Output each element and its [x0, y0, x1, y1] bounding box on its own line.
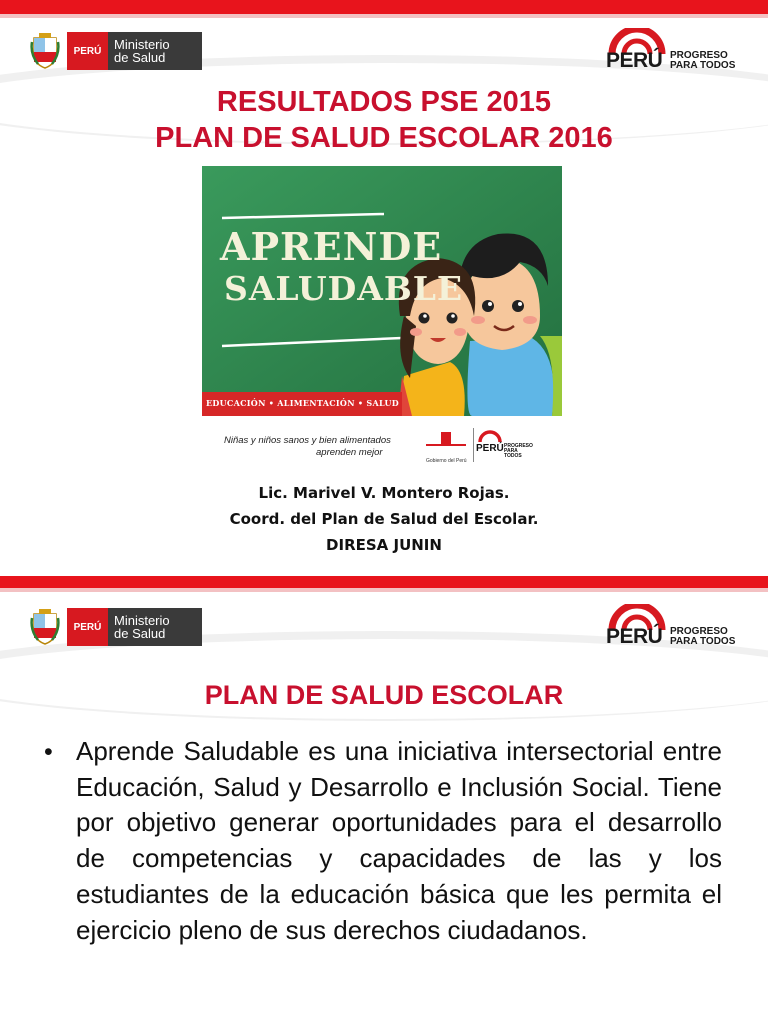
peru-progreso-logo [606, 28, 746, 76]
credit-org: DIRESA JUNIN [326, 536, 442, 554]
slide2-peru-brand-tagline [670, 627, 735, 647]
banner-headline-2: SALUDABLE [224, 269, 464, 308]
title-line-1: RESULTADOS PSE 2015 [216, 86, 552, 118]
author-credits [0, 480, 768, 558]
banner-ribbon-text: EDUCACIÓN • ALIMENTACIÓN • SALUD [206, 398, 399, 408]
gobierno-logo [426, 430, 474, 464]
slide2-minsa-peru-label: PERÚ [67, 608, 108, 646]
banner-headline [220, 226, 463, 310]
minsa-peru-label: PERÚ [67, 32, 108, 70]
title-line-2: PLAN DE SALUD ESCOLAR 2016 [155, 122, 613, 154]
slide2-minsa-line1: Ministerio [114, 613, 170, 628]
slide2-brand-tag-line2: PARA TODOS [670, 636, 736, 647]
slide2-ministerio-logo [30, 607, 202, 647]
slide2-title: PLAN DE SALUD ESCOLAR [204, 680, 564, 710]
credit-name: Lic. Marivel V. Montero Rojas. [258, 484, 510, 502]
slide-title [0, 84, 768, 156]
aprende-saludable-banner [202, 166, 562, 416]
slide2-peru-brand-word: PERÚ [606, 625, 663, 648]
peru-brand-word: PERÚ [606, 49, 663, 72]
banner-caption-2: aprenden mejor [316, 447, 383, 458]
slide2-coat-of-arms-icon [30, 608, 60, 646]
credit-role: Coord. del Plan de Salud del Escolar. [229, 510, 539, 528]
banner-peru-arc-icon [478, 428, 502, 442]
banner-caption [224, 435, 424, 459]
gobierno-shield-icon [426, 430, 466, 452]
slide2-minsa-line2: de Salud [114, 626, 166, 641]
ministerio-logo [30, 31, 202, 71]
banner-caption-1: Niñas y niños sanos y bien alimentados [224, 435, 391, 446]
slide2-brand-tag-line1: PROGRESO [670, 626, 728, 637]
bullet-text: Aprende Saludable es una iniciativa intersectorial entre Educación, Salud y Desarrollo e Inclusión Social. Tiene por objetivo generar oportunidades para el desarrollo de competencias y capacidades de las y los estudiantes de la educación básica que les permita el ejercicio pleno de sus derechos ciudadanos. [76, 736, 722, 945]
banner-tag-1: PROGRESO [504, 443, 533, 449]
banner-tag-2: PARA TODOS [504, 448, 522, 459]
minsa-line2: de Salud [114, 50, 166, 65]
slide2-minsa-name [108, 608, 202, 646]
slide2-top-red-bar [0, 576, 768, 588]
gobierno-label: Gobierno del Perú [426, 458, 467, 464]
slide2-peru-progreso-logo [606, 604, 746, 652]
coat-of-arms-icon [30, 32, 60, 70]
banner-peru-logo [476, 428, 536, 464]
top-red-bar-shadow [0, 14, 768, 18]
brand-tag-line2: PARA TODOS [670, 60, 736, 71]
banner-peru-tag [504, 444, 536, 459]
peru-brand-tagline [670, 51, 735, 71]
minsa-name [108, 32, 202, 70]
minsa-line1: Ministerio [114, 37, 170, 52]
brand-tag-line1: PROGRESO [670, 50, 728, 61]
logo-divider [473, 428, 474, 462]
banner-peru-word: PERÚ [476, 443, 504, 454]
banner-headline-1: APRENDE [220, 224, 443, 269]
slide2-top-red-bar-shadow [0, 588, 768, 592]
bullet-marker: • [44, 738, 53, 766]
top-red-bar [0, 0, 768, 14]
